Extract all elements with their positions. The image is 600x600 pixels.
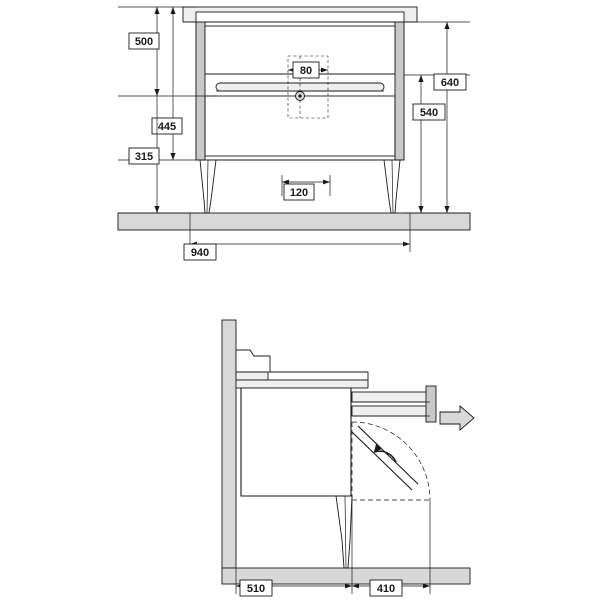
dim-120-label: 120 (289, 186, 309, 199)
dimline-500-arrow-top (154, 7, 159, 14)
door-open-position (352, 432, 412, 490)
front-elevation-view (118, 7, 470, 260)
dim-315-label: 315 (134, 150, 154, 163)
pull-out-direction-arrow (440, 406, 474, 430)
cabinet-left-panel (196, 22, 205, 160)
dim-410-label: 410 (376, 582, 396, 595)
dim-500-label: 500 (134, 35, 154, 48)
leg-side (336, 496, 352, 568)
drawer-front-extended (426, 386, 436, 422)
dim-445-label: 445 (157, 120, 177, 133)
dimline-540-arrow-top (418, 75, 423, 82)
dim-640-label: 640 (440, 76, 460, 89)
dim-540-label: 540 (419, 106, 439, 119)
dimline-120-arrow-right (323, 180, 330, 185)
door-swing-arc (352, 422, 430, 500)
dim-80-label: 80 (299, 64, 313, 77)
side-elevation-view (222, 320, 474, 596)
dimline-640-arrow-bottom (444, 206, 449, 213)
dimline-445-arrow-top (170, 7, 175, 14)
basin-recess (196, 12, 404, 22)
dim-510-label: 510 (246, 582, 266, 595)
dimline-940-arrow-right (403, 242, 410, 247)
basin-bowl (236, 372, 268, 380)
cabinet-right-panel (395, 22, 404, 160)
dimline-540-arrow-bottom (418, 206, 423, 213)
drawer-runner-lower (352, 406, 430, 416)
dimline-315-arrow-bottom (154, 206, 159, 213)
worktop-edge-side (236, 380, 368, 388)
dimline-445-arrow-bottom (170, 153, 175, 160)
door-open-position-2 (358, 426, 418, 484)
cabinet-side-body (241, 388, 351, 496)
drawer-runner-upper (352, 392, 430, 402)
dimline-500-arrow-bottom (154, 89, 159, 96)
dim-940-label: 940 (190, 246, 210, 259)
wall-band (222, 320, 236, 568)
floor-band (118, 213, 470, 230)
dimline-640-arrow-top (444, 22, 449, 29)
